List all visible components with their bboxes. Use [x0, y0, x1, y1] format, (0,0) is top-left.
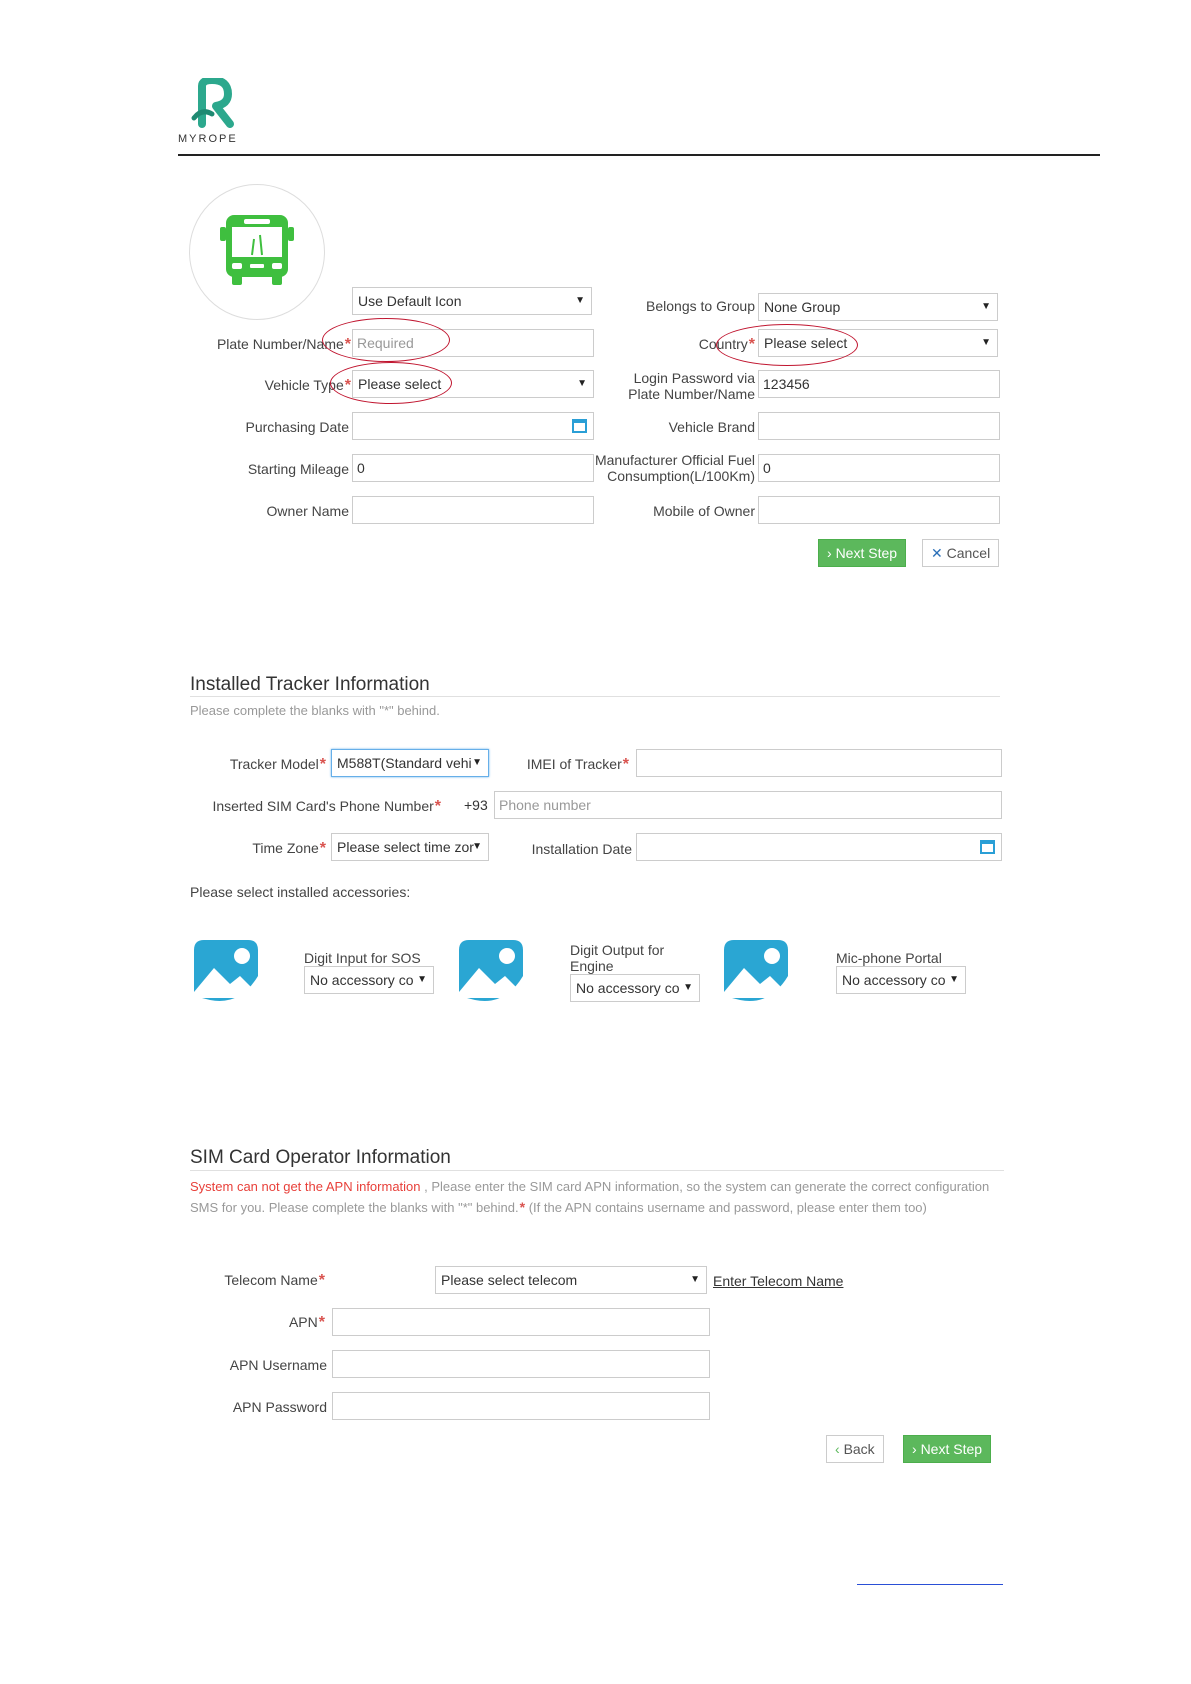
accessory-select-mic[interactable]: No accessory co ▼	[836, 966, 966, 994]
close-icon: ✕	[931, 545, 943, 561]
owner-name-input[interactable]	[352, 496, 594, 524]
sim-note: System can not get the APN information , Please enter the SIM card APN information, so the system can generate the correct configuration SMS for you. Please complete the blanks with "*" behind.* (If the APN contains username and password, please enter them too)	[190, 1179, 990, 1215]
image-placeholder-icon	[720, 936, 792, 1002]
login-password-input[interactable]: 123456	[758, 370, 1000, 398]
chevron-down-icon: ▼	[577, 378, 587, 389]
accessories-prompt: Please select installed accessories:	[190, 884, 411, 900]
accessory-label-sos: Digit Input for SOS	[304, 950, 421, 966]
group-select[interactable]: None Group ▼	[758, 293, 998, 321]
apn-username-label: APN Username	[229, 1357, 327, 1373]
apn-input[interactable]	[332, 1308, 710, 1336]
country-code: +93	[464, 797, 488, 813]
starting-mileage-label: Starting Mileage	[247, 461, 349, 477]
country-select[interactable]: Please select ▼	[758, 329, 998, 357]
accessory-label-engine: Digit Output for Engine	[570, 942, 665, 974]
chevron-down-icon: ▼	[683, 982, 693, 993]
telecom-label: Telecom Name*	[224, 1272, 325, 1289]
time-zone-select[interactable]: Please select time zor ▼	[331, 833, 489, 861]
bus-icon	[216, 209, 298, 291]
chevron-right-icon: ›	[912, 1441, 917, 1457]
imei-input[interactable]	[636, 749, 1002, 777]
vehicle-icon-frame	[189, 184, 325, 320]
plate-input[interactable]: Required	[352, 329, 594, 357]
sim-next-step-button[interactable]: › Next Step	[903, 1435, 991, 1463]
back-button[interactable]: ‹ Back	[826, 1435, 884, 1463]
country-label: Country*	[698, 336, 755, 353]
vehicle-type-select[interactable]: Please select ▼	[352, 370, 594, 398]
imei-label: IMEI of Tracker*	[526, 756, 629, 773]
apn-label: APN*	[288, 1314, 325, 1331]
apn-password-input[interactable]	[332, 1392, 710, 1420]
chevron-down-icon: ▼	[472, 841, 482, 852]
ribbon-r-logo-icon	[182, 78, 238, 128]
enter-telecom-link[interactable]: Enter Telecom Name	[713, 1273, 844, 1289]
time-zone-label: Time Zone*	[252, 840, 326, 857]
accessory-label-mic: Mic-phone Portal	[836, 950, 942, 966]
next-step-button[interactable]: › Next Step	[818, 539, 906, 567]
tracker-model-select[interactable]: M588T(Standard vehi ▼	[331, 749, 489, 777]
mobile-owner-label: Mobile of Owner	[653, 503, 755, 519]
owner-name-label: Owner Name	[266, 503, 349, 519]
footer-link-line	[857, 1584, 1003, 1585]
tracker-note: Please complete the blanks with "*" behind.	[190, 703, 440, 718]
apn-password-label: APN Password	[232, 1399, 327, 1415]
chevron-down-icon: ▼	[472, 757, 482, 768]
chevron-down-icon: ▼	[949, 974, 959, 985]
accessory-select-engine[interactable]: No accessory co ▼	[570, 974, 700, 1002]
mobile-owner-input[interactable]	[758, 496, 1000, 524]
calendar-icon[interactable]	[980, 840, 995, 854]
login-password-label: Login Password via Plate Number/Name	[628, 370, 755, 402]
section-divider	[190, 696, 1000, 697]
starting-mileage-input[interactable]: 0	[352, 454, 594, 482]
chevron-left-icon: ‹	[835, 1441, 840, 1457]
apn-warning: System can not get the APN information	[190, 1179, 421, 1194]
chevron-down-icon: ▼	[575, 295, 585, 306]
fuel-consumption-label: Manufacturer Official Fuel Consumption(L/100Km)	[594, 452, 755, 484]
purchasing-date-label: Purchasing Date	[245, 419, 349, 435]
calendar-icon[interactable]	[572, 419, 587, 433]
vehicle-brand-input[interactable]	[758, 412, 1000, 440]
image-placeholder-icon	[455, 936, 527, 1002]
installation-date-input[interactable]	[636, 833, 1002, 861]
header-divider	[178, 154, 1100, 156]
vehicle-type-label: Vehicle Type*	[264, 377, 351, 394]
apn-username-input[interactable]	[332, 1350, 710, 1378]
image-placeholder-icon	[190, 936, 262, 1002]
tracker-model-label: Tracker Model*	[229, 756, 326, 773]
sim-phone-input[interactable]: Phone number	[494, 791, 1002, 819]
purchasing-date-input[interactable]	[352, 412, 594, 440]
chevron-down-icon: ▼	[981, 301, 991, 312]
group-label: Belongs to Group	[646, 298, 755, 314]
chevron-down-icon: ▼	[690, 1274, 700, 1285]
cancel-button[interactable]: ✕ Cancel	[922, 539, 999, 567]
tracker-section-title: Installed Tracker Information	[190, 674, 430, 695]
chevron-down-icon: ▼	[981, 337, 991, 348]
telecom-select[interactable]: Please select telecom ▼	[435, 1266, 707, 1294]
installation-date-label: Installation Date	[531, 841, 632, 857]
sim-section-title: SIM Card Operator Information	[190, 1147, 451, 1168]
icon-select[interactable]: Use Default Icon ▼	[352, 287, 592, 315]
chevron-right-icon: ›	[827, 545, 832, 561]
chevron-down-icon: ▼	[417, 974, 427, 985]
brand-name: MYROPE	[178, 133, 238, 145]
sim-phone-label: Inserted SIM Card's Phone Number*	[212, 798, 441, 815]
section-divider	[190, 1170, 1004, 1171]
brand-logo	[178, 78, 248, 148]
fuel-consumption-input[interactable]: 0	[758, 454, 1000, 482]
plate-label: Plate Number/Name*	[216, 336, 351, 353]
vehicle-brand-label: Vehicle Brand	[668, 419, 755, 435]
accessory-select-sos[interactable]: No accessory co ▼	[304, 966, 434, 994]
